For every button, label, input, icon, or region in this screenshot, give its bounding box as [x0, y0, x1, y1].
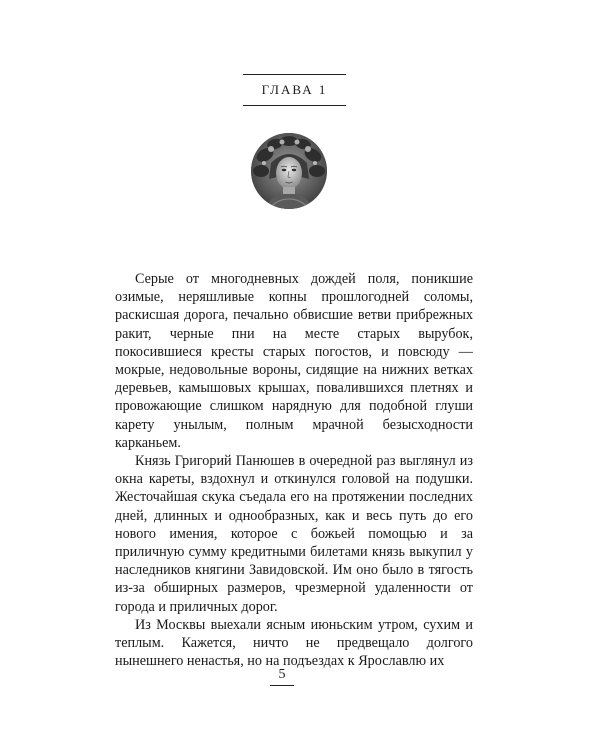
chapter-title: ГЛАВА 1 — [261, 82, 328, 97]
paragraph: Князь Григорий Панюшев в очередной раз выглянул из окна кареты, вздохнул и откинулся головой на подушки. Жесточайшая скука съедала его на протяжении последних дней, длинных и однообразных, как и весь путь до его нового имения, которое с божьей помощью и за приличную сумму кредитными билетами князь выкупил у наследников княгини Завидовской. Им оно было в тягость из-за обширных размеров, чрезмерной удаленности от города и приличных дорог. — [115, 453, 473, 615]
page-number: 5 — [270, 667, 294, 686]
chapter-heading — [243, 74, 346, 106]
paragraph: Из Москвы выехали ясным июньским утром, сухим и теплым. Кажется, ничто не предвещало долгого нынешнего ненастья, но на подъездах к Ярославлю их — [115, 616, 473, 670]
paragraph: Серые от многодневных дождей поля, поникшие озимые, неряшливые копны прошлогодней соломы, раскисшая дорога, печально обвисшие ветви прибрежных ракит, черные пни на месте старых вырубок, покосившиеся кресты старых погостов, и повсюду — мокрые, недовольные вороны, сидящие на нижних ветках деревьев, камышовых крышах, повалившихся плетнях и провожающие слишком нарядную для подобной глуши карету унылым, полным мрачной безысходности карканьем. — [115, 271, 473, 451]
chapter-body-text — [115, 270, 473, 670]
portrait-image — [251, 133, 327, 209]
portrait-illustration — [251, 133, 327, 209]
